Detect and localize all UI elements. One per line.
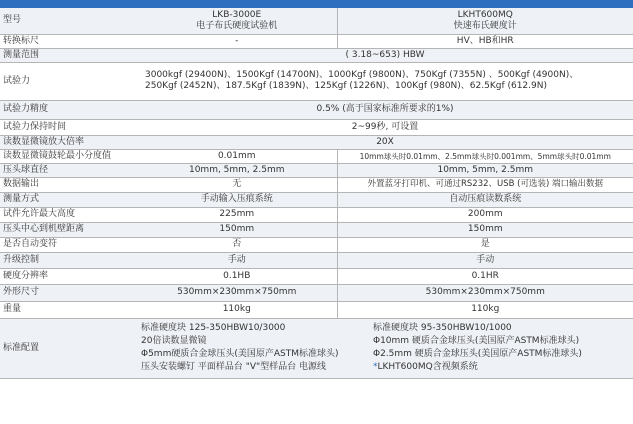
row-label: 测量方式: [0, 192, 137, 207]
table-row: [0, 268, 633, 284]
row-label: 试验力保持时间: [0, 119, 137, 135]
row-label: 升级控制: [0, 252, 137, 268]
table-row: [0, 48, 633, 62]
test-force-line-1: 3000kgf (29400N)、1500Kgf (14700N)、1000Kgf (9800N)、750Kgf (7355N) 、500Kgf (4900N)、: [145, 70, 579, 80]
table-row: [0, 100, 633, 119]
model1-value: 530mm×230mm×750mm: [137, 284, 337, 301]
model1-value: 225mm: [137, 207, 337, 222]
model2-value: 110kg: [337, 301, 633, 318]
row-label: 读数显微镜鼓轮最小分度值: [0, 149, 137, 163]
model1-header: [137, 8, 337, 34]
config-line: [141, 322, 630, 335]
row-label: 数据输出: [0, 177, 137, 192]
config-row: [0, 318, 633, 378]
model2-name: 快速布氏硬度计: [453, 20, 517, 31]
row-label: 重量: [0, 301, 137, 318]
video-system-note: LKHT600MQ含视频系统: [377, 362, 478, 372]
test-force-line-2: 250Kgf (2452N)、187.5Kgf (1839N)、125Kgf (1226N)、100Kgf (980N)、62.5Kgf (612.9N): [145, 81, 547, 91]
header-label: 型号: [0, 8, 137, 34]
config-item-right: Φ2.5mm 硬质合金球压头(美国原产ASTM标准球头): [373, 349, 582, 359]
row-label: 转换标尺: [0, 34, 137, 48]
model2-value: 10mm球头时0.01mm、2.5mm球头时0.001mm、5mm球头时0.01mm: [337, 149, 633, 163]
config-item-right: 标准硬度块 95-350HBW10/1000: [373, 323, 512, 333]
model1-value: 手动输入压痕系统: [137, 192, 337, 207]
config-line: [141, 348, 630, 361]
table-row: [0, 237, 633, 252]
config-item-left: 压头安装螺钉 平面样品台 "V"型样品台 电源线: [141, 362, 327, 372]
model1-value: 0.1HB: [137, 268, 337, 284]
table-row: [0, 207, 633, 222]
model1-value: 10mm, 5mm, 2.5mm: [137, 163, 337, 177]
table-row: [0, 222, 633, 237]
model1-value: 110kg: [137, 301, 337, 318]
config-line: [141, 361, 630, 374]
row-label: 硬度分辨率: [0, 268, 137, 284]
top-accent-bar: [0, 0, 633, 8]
config-item-left: 20倍读数显微镜: [141, 336, 207, 346]
table-row: [0, 135, 633, 149]
table-row: [0, 252, 633, 268]
shared-value: [137, 62, 633, 100]
table-row: [0, 149, 633, 163]
table-row: [0, 192, 633, 207]
table-row: [0, 177, 633, 192]
row-label: 试验力: [0, 62, 137, 100]
asterisk-icon: *: [373, 362, 378, 372]
model1-value: 150mm: [137, 222, 337, 237]
model1-value: 否: [137, 237, 337, 252]
model2-value: 0.1HR: [337, 268, 633, 284]
row-label: 压头中心到机壁距离: [0, 222, 137, 237]
config-item-right: Φ10mm 硬质合金球压头(美国原产ASTM标准球头): [373, 336, 580, 346]
model2-value: HV、HB和HR: [337, 34, 633, 48]
model2-value: 10mm, 5mm, 2.5mm: [337, 163, 633, 177]
model2-code: LKHT600MQ: [457, 9, 513, 20]
model2-value: 自动压痕读数系统: [337, 192, 633, 207]
shared-value: 0.5% (高于国家标准所要求的1%): [137, 100, 633, 119]
config-item-left: Φ5mm硬质合金球压头(美国原产ASTM标准球头): [141, 349, 339, 359]
row-label: 试件允许最大高度: [0, 207, 137, 222]
shared-value: 20X: [137, 135, 633, 149]
model1-name: 电子布氏硬度试验机: [196, 20, 278, 31]
spec-table: [0, 8, 633, 379]
model1-code: LKB-3000E: [212, 9, 262, 20]
table-row: [0, 62, 633, 100]
row-label: 外形尺寸: [0, 284, 137, 301]
table-row: [0, 34, 633, 48]
model2-value: 是: [337, 237, 633, 252]
table-row: [0, 163, 633, 177]
model2-value: 手动: [337, 252, 633, 268]
row-label: 压头球直径: [0, 163, 137, 177]
table-row: [0, 119, 633, 135]
config-item-left: 标准硬度块 125-350HBW10/3000: [141, 323, 286, 333]
config-item-right: [373, 361, 478, 374]
model2-value: 150mm: [337, 222, 633, 237]
header-row: [0, 8, 633, 34]
model1-value: 无: [137, 177, 337, 192]
config-list: [137, 318, 633, 378]
row-label: 读数显微镜放大倍率: [0, 135, 137, 149]
row-label: 标准配置: [0, 318, 137, 378]
table-row: [0, 284, 633, 301]
table-row: [0, 301, 633, 318]
model2-value: 530mm×230mm×750mm: [337, 284, 633, 301]
shared-value: 2~99秒, 可设置: [137, 119, 633, 135]
model2-header: [337, 8, 633, 34]
shared-value: ( 3.18~653) HBW: [137, 48, 633, 62]
model1-value: 手动: [137, 252, 337, 268]
model1-value: 0.01mm: [137, 149, 337, 163]
model2-value: 外置蓝牙打印机、可通过RS232、USB (可选装) 端口输出数据: [337, 177, 633, 192]
model1-value: -: [137, 34, 337, 48]
config-line: [141, 335, 630, 348]
row-label: 是否自动变符: [0, 237, 137, 252]
model2-value: 200mm: [337, 207, 633, 222]
row-label: 试验力精度: [0, 100, 137, 119]
row-label: 测量范围: [0, 48, 137, 62]
